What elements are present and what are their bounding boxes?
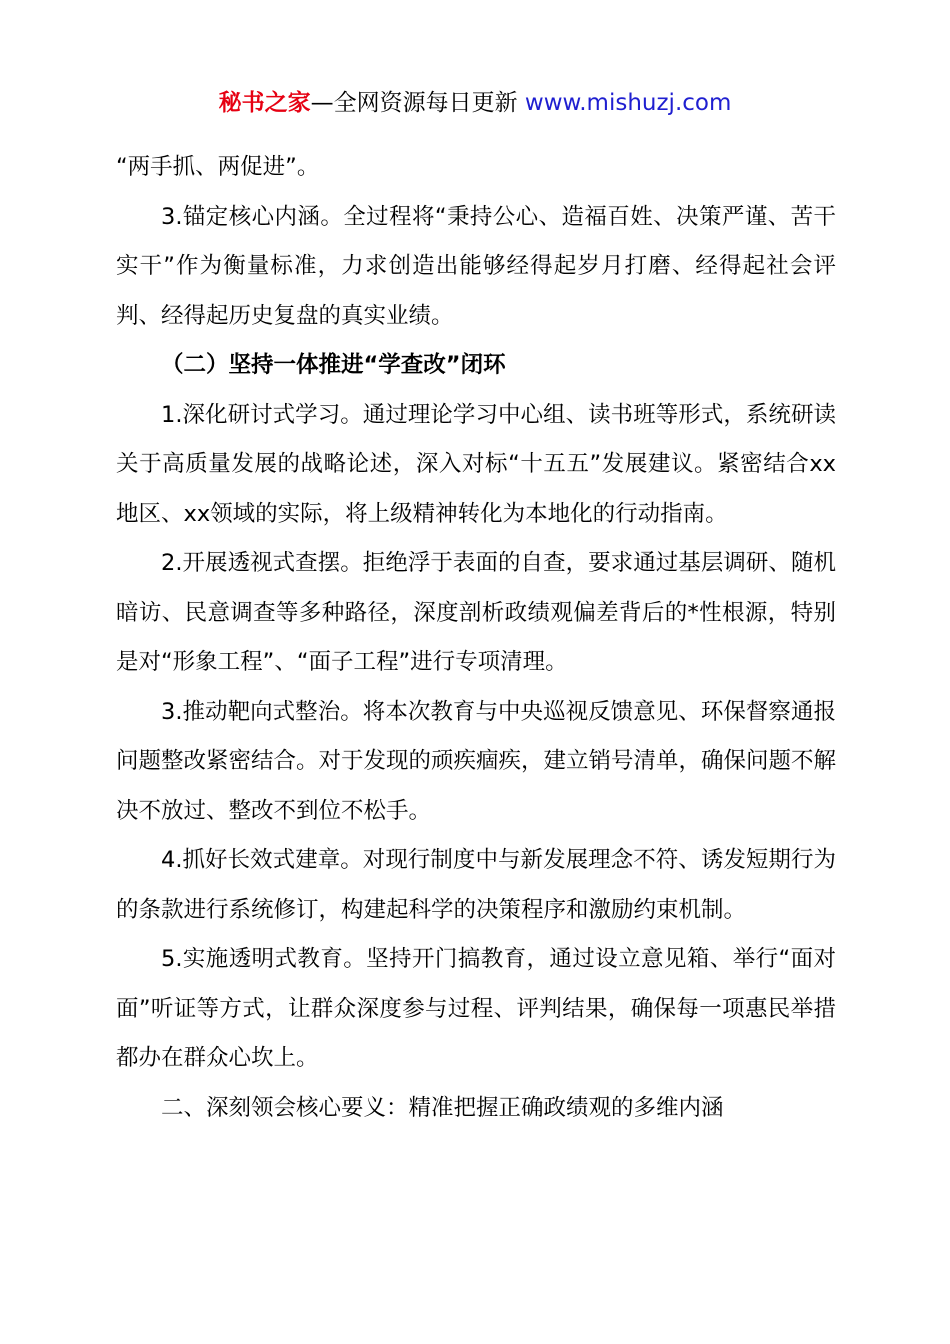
paragraph-item-3b: 3.推动靶向式整治。将本次教育与中央巡视反馈意见、环保督察通报问题整改紧密结合。对于发现的顽疾痼疾，建立销号清单，确保问题不解决不放过、整改不到位不松手。 <box>116 698 837 824</box>
paragraph-item-2: 2.开展透视式查摆。拒绝浮于表面的自查，要求通过基层调研、随机暗访、民意调查等多种路径，深度剖析政绩观偏差背后的*性根源，特别是对“形象工程”、“面子工程”进行专项清理。 <box>116 550 836 675</box>
section-heading: 二、深刻领会核心要义：精准把握正确政绩观的多维内涵 <box>161 1094 724 1121</box>
paragraph-item-3: 3.锚定核心内涵。全过程将“秉持公心、造福百姓、决策严谨、苦干实干”作为衡量标准，力求创造出能够经得起岁月打磨、经得起社会评判、经得起历史复盘的真实业绩。 <box>116 203 836 329</box>
header-tagline: —全网资源每日更新 <box>310 90 525 116</box>
brand-name: 秘书之家 <box>218 90 311 116</box>
document-body <box>116 143 836 1133</box>
paragraph-item-4: 4.抓好长效式建章。对现行制度中与新发展理念不符、诱发短期行为的条款进行系统修订，构建起科学的决策程序和激励约束机制。 <box>116 847 836 923</box>
paragraph-continuation: “两手抓、两促进”。 <box>116 154 320 180</box>
section-subheading: （二）坚持一体推进“学查改”闭环 <box>161 352 506 378</box>
header-url[interactable]: www.mishuzj.com <box>524 90 732 116</box>
page-header <box>0 86 950 120</box>
paragraph-item-1: 1.深化研讨式学习。通过理论学习中心组、读书班等形式，系统研读关于高质量发展的战略论述，深入对标“十五五”发展建议。紧密结合xx地区、xx领域的实际，将上级精神转化为本地化的行动指南。 <box>116 401 836 527</box>
paragraph-item-5: 5.实施透明式教育。坚持开门搞教育，通过设立意见箱、举行“面对面”听证等方式，让群众深度参与过程、评判结果，确保每一项惠民举措都办在群众心坎上。 <box>116 946 836 1071</box>
